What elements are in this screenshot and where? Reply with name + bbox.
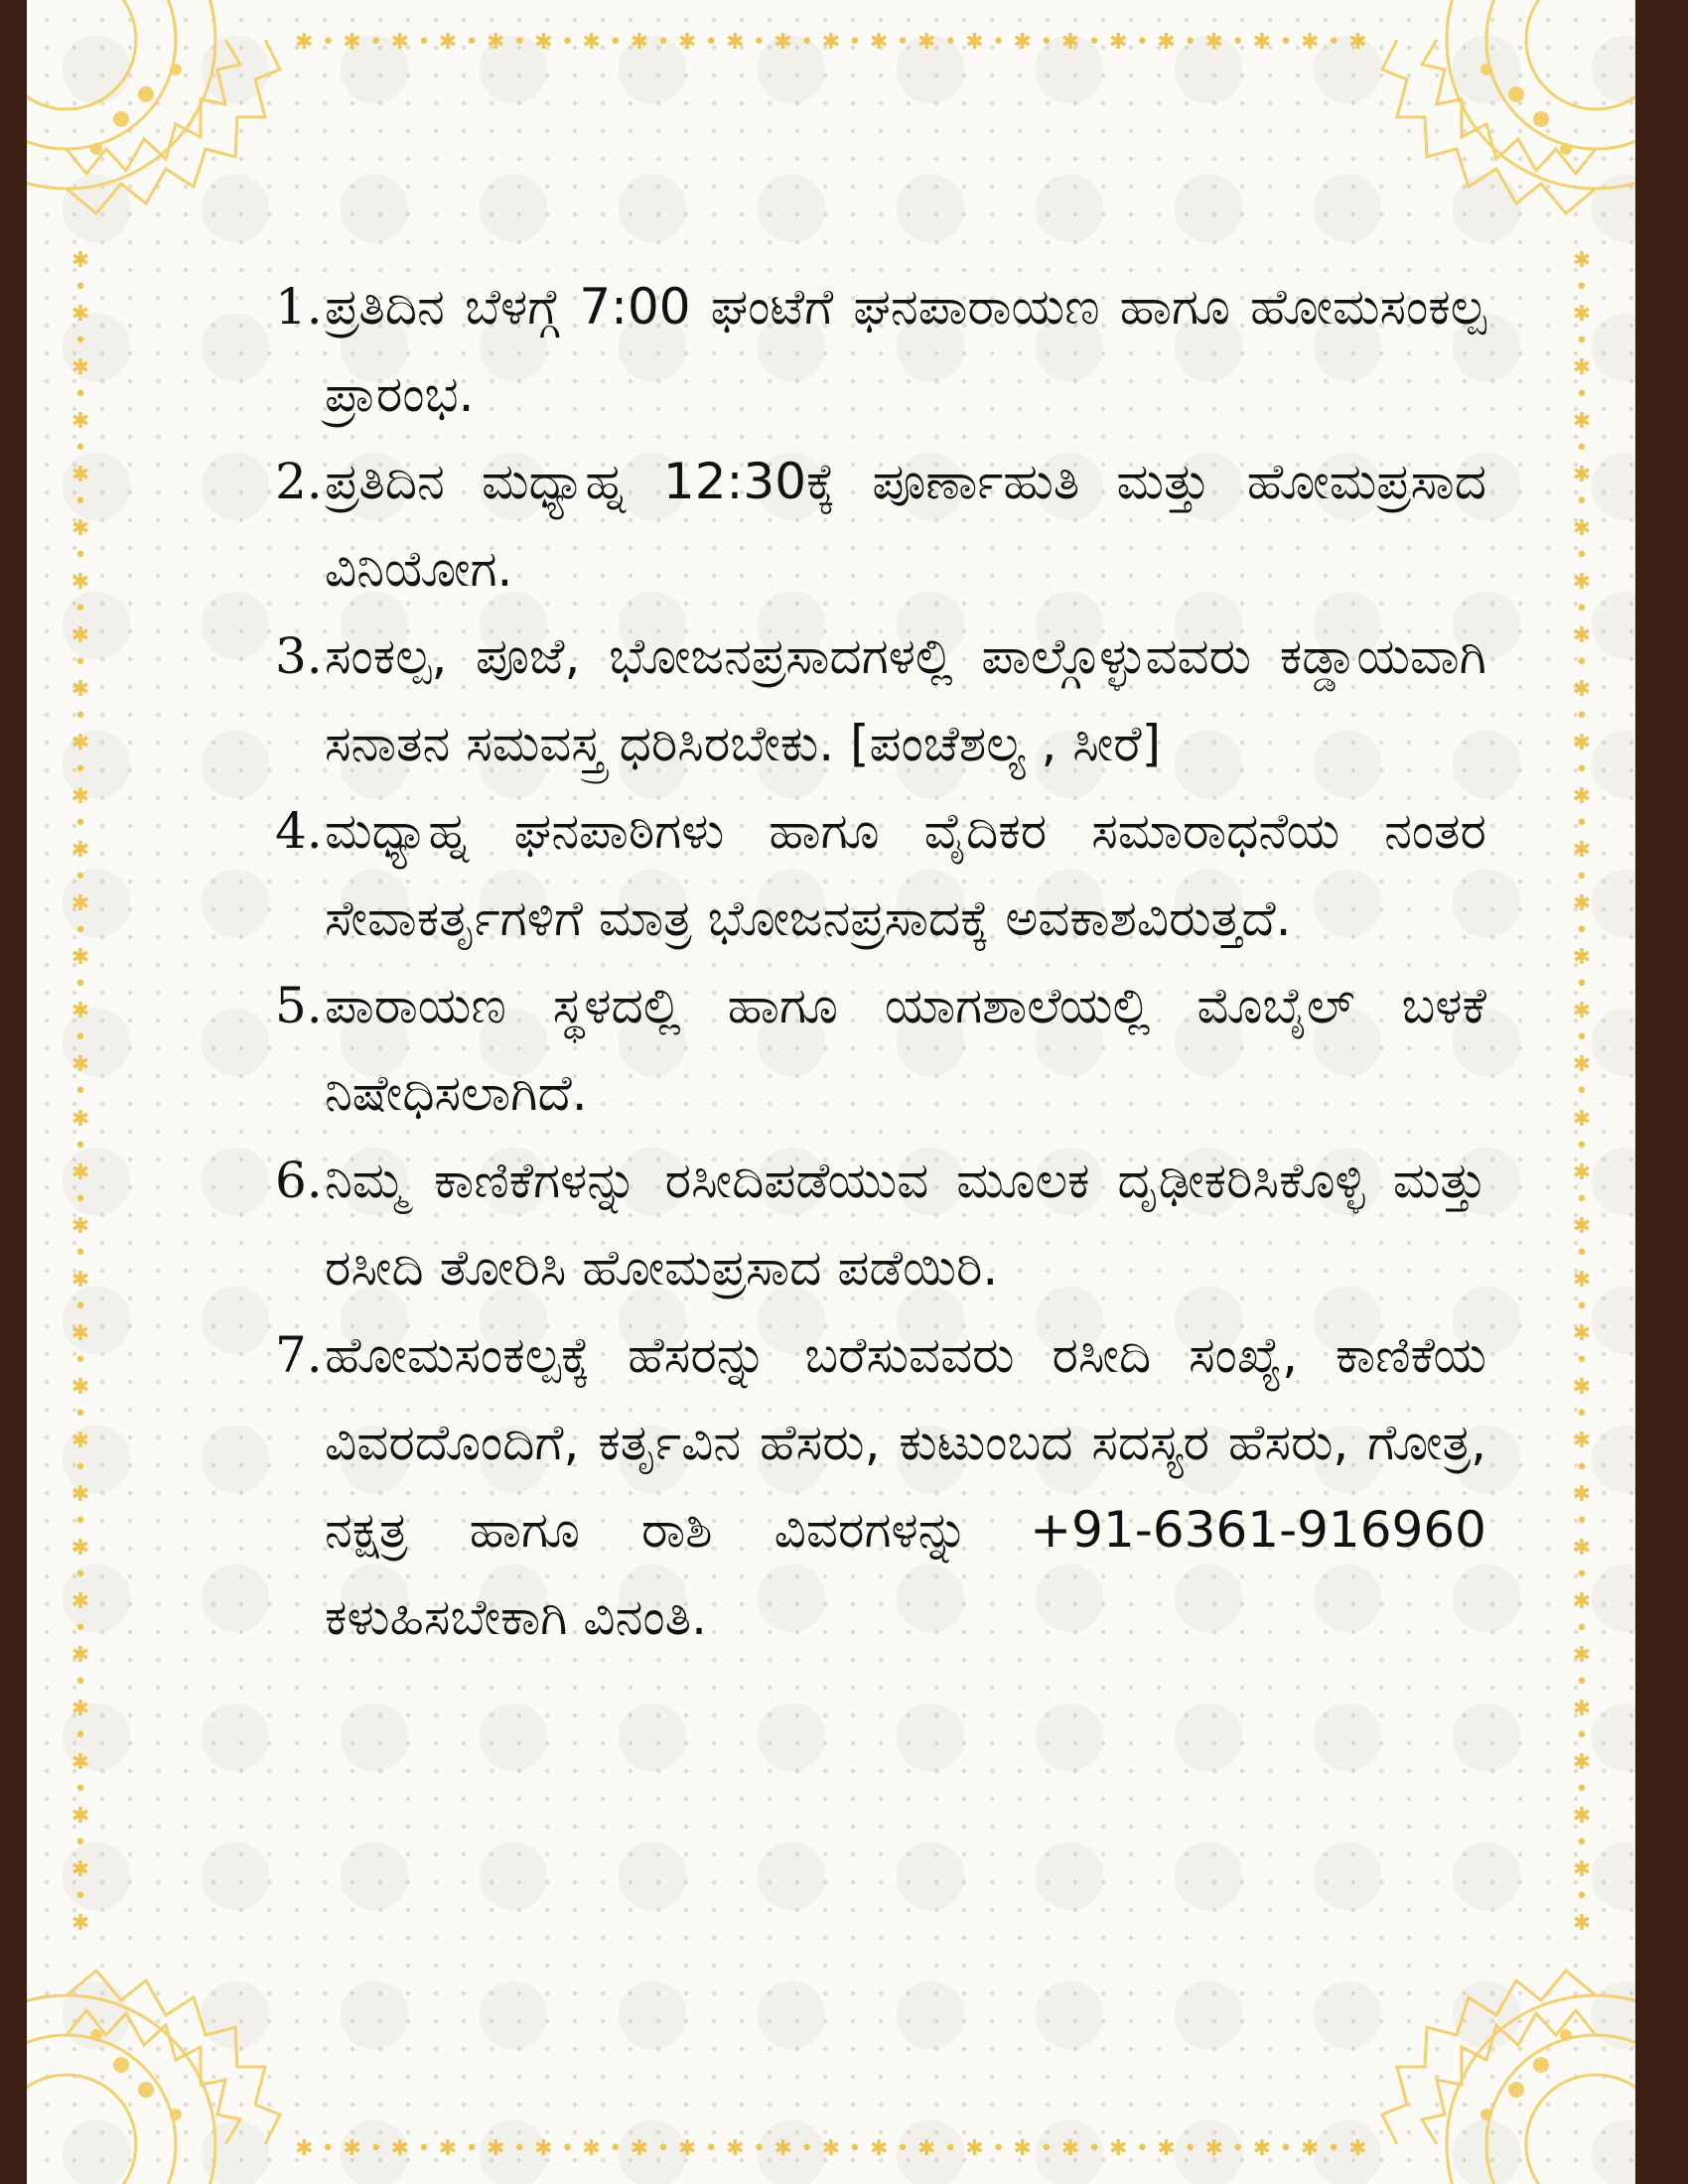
- ornament-star-icon: •: [321, 30, 335, 54]
- ornament-star-icon: ✱: [1157, 30, 1176, 54]
- ornament-star-icon: •: [1279, 30, 1293, 54]
- ornament-star-icon: •: [1575, 597, 1589, 622]
- ornament-star-icon: ✱: [1572, 355, 1592, 381]
- ornament-star-icon: ✱: [70, 570, 90, 596]
- ornament-star-icon: ✱: [869, 30, 889, 54]
- ornament-star-icon: ✱: [917, 30, 936, 54]
- ornament-star-icon: •: [1040, 30, 1054, 54]
- ornament-star-icon: •: [896, 30, 910, 54]
- ornament-star-icon: ✱: [534, 2136, 553, 2160]
- ornament-star-icon: ✱: [1572, 1535, 1592, 1561]
- ornament-star-icon: •: [1575, 1454, 1589, 1480]
- ornament-star-icon: •: [1575, 1830, 1589, 1855]
- ornament-star-icon: •: [752, 2136, 766, 2160]
- ornament-star-icon: ✱: [390, 30, 409, 54]
- item-number: 1.: [275, 278, 323, 336]
- ornament-star-icon: •: [1135, 2136, 1149, 2160]
- ornament-star-icon: ✱: [70, 1052, 90, 1078]
- ornament-star-icon: •: [656, 30, 670, 54]
- ornament-star-icon: •: [1575, 650, 1589, 676]
- list-item: [245, 962, 1486, 1137]
- ornament-border-left: [69, 248, 92, 1936]
- ornament-star-icon: •: [1575, 1133, 1589, 1159]
- ornament-star-icon: ✱: [1157, 2136, 1176, 2160]
- list-item: [245, 438, 1486, 613]
- ornament-star-icon: ✱: [1204, 2136, 1223, 2160]
- ornament-star-icon: •: [512, 30, 526, 54]
- ornament-star-icon: •: [1184, 2136, 1197, 2160]
- ornament-star-icon: ✱: [1204, 30, 1223, 54]
- ornament-star-icon: ✱: [70, 248, 90, 273]
- ornament-star-icon: •: [1575, 1186, 1589, 1212]
- ornament-star-icon: •: [943, 2136, 957, 2160]
- ornament-star-icon: ✱: [1572, 838, 1592, 864]
- ornament-star-icon: ✱: [70, 1320, 90, 1346]
- ornament-star-icon: •: [73, 489, 87, 515]
- ornament-star-icon: ✱: [1572, 1320, 1592, 1346]
- ornament-star-icon: ✱: [70, 784, 90, 810]
- ornament-star-icon: ✱: [1572, 1749, 1592, 1775]
- ornament-star-icon: •: [417, 30, 431, 54]
- ornament-star-icon: •: [1575, 436, 1589, 462]
- ornament-star-icon: ✱: [70, 516, 90, 542]
- item-text: ಪ್ರತಿದಿನ ಬೆಳಗ್ಗೆ 7:00 ಘಂಟೆಗೆ ಘನಪಾರಾಯಣ ಹಾಗೂ ಹೋಮಸಂಕಲ್ಪ ಪ್ರಾರಂಭ.: [325, 278, 1486, 423]
- ornament-star-icon: •: [1575, 1508, 1589, 1534]
- ornament-star-icon: ✱: [1572, 891, 1592, 917]
- ornament-star-icon: ✱: [390, 2136, 409, 2160]
- ornament-star-icon: •: [73, 329, 87, 354]
- ornament-star-icon: ✱: [70, 1267, 90, 1293]
- ornament-border-right: [1570, 248, 1594, 1936]
- ornament-star-icon: ✱: [726, 30, 745, 54]
- ornament-star-icon: •: [1087, 30, 1101, 54]
- ornament-star-icon: •: [1327, 30, 1340, 54]
- ornament-star-icon: •: [73, 1347, 87, 1373]
- ornament-star-icon: ✱: [70, 945, 90, 971]
- ornament-star-icon: ✱: [70, 1374, 90, 1400]
- ornament-star-icon: ✱: [1572, 1803, 1592, 1829]
- ornament-star-icon: ✱: [70, 302, 90, 328]
- ornament-star-icon: •: [73, 436, 87, 462]
- ornament-star-icon: •: [704, 30, 718, 54]
- ornament-star-icon: •: [1575, 757, 1589, 783]
- ornament-star-icon: •: [1087, 2136, 1101, 2160]
- ornament-star-icon: •: [1040, 2136, 1054, 2160]
- ornament-star-icon: •: [73, 1079, 87, 1105]
- item-text: ಸಂಕಲ್ಪ, ಪೂಜೆ, ಭೋಜನಪ್ರಸಾದಗಳಲ್ಲಿ ಪಾಲ್ಗೊಳ್ಳುವವರು ಕಡ್ಡಾಯವಾಗಿ ಸನಾತನ ಸಮವಸ್ತ್ರ ಧರಿಸಿರಬೇಕು. [ಪಂಚೆಶಲ್ಯ , ಸೀರೆ]: [325, 627, 1486, 772]
- ornament-star-icon: •: [1575, 1722, 1589, 1748]
- ornament-star-icon: ✱: [1348, 2136, 1367, 2160]
- ornament-star-icon: •: [73, 1883, 87, 1909]
- ornament-star-icon: ✱: [70, 677, 90, 703]
- ornament-star-icon: ✱: [1572, 516, 1592, 542]
- ornament-star-icon: •: [992, 30, 1006, 54]
- item-number: 2.: [275, 453, 323, 510]
- ornament-star-icon: •: [73, 757, 87, 783]
- ornament-star-icon: •: [1575, 382, 1589, 408]
- ornament-star-icon: ✱: [1572, 677, 1592, 703]
- ornament-star-icon: •: [1575, 865, 1589, 890]
- ornament-star-icon: •: [800, 30, 814, 54]
- ornament-star-icon: •: [321, 2136, 335, 2160]
- ornament-star-icon: ✱: [1572, 623, 1592, 649]
- ornament-star-icon: ✱: [630, 2136, 649, 2160]
- ornament-star-icon: ✱: [70, 999, 90, 1024]
- ornament-star-icon: •: [1575, 1240, 1589, 1266]
- ornament-star-icon: ✱: [1572, 409, 1592, 435]
- item-text: ಪಾರಾಯಣ ಸ್ಥಳದಲ್ಲಿ ಹಾಗೂ ಯಾಗಶಾಲೆಯಲ್ಲಿ ಮೊಬೈಲ್ ಬಳಕೆ ನಿಷೇಧಿಸಲಾಗಿದೆ.: [325, 977, 1486, 1122]
- ornament-star-icon: •: [73, 1240, 87, 1266]
- ornament-star-icon: •: [1575, 1347, 1589, 1373]
- item-text: ನಿಮ್ಮ ಕಾಣಿಕೆಗಳನ್ನು ರಸೀದಿಪಡೆಯುವ ಮೂಲಕ ದೃಢೀಕರಿಸಿಕೊಳ್ಳಿ ಮತ್ತು ರಸೀದಿ ತೋರಿಸಿ ಹೋಮಪ್ರಸಾದ ಪಡೆಯಿರಿ.: [325, 1152, 1486, 1297]
- ornament-star-icon: ✱: [1572, 945, 1592, 971]
- ornament-star-icon: •: [992, 2136, 1006, 2160]
- ornament-star-icon: •: [73, 918, 87, 944]
- ornament-star-icon: ✱: [677, 2136, 697, 2160]
- ornament-star-icon: ✱: [1572, 1267, 1592, 1293]
- ornament-star-icon: ✱: [70, 1803, 90, 1829]
- ornament-star-icon: ✱: [582, 30, 601, 54]
- ornament-star-icon: •: [1231, 30, 1245, 54]
- ornament-star-icon: ✱: [70, 1642, 90, 1668]
- item-number: 7.: [275, 1326, 323, 1384]
- ornament-star-icon: ✱: [1572, 1160, 1592, 1185]
- ornament-star-icon: •: [1327, 2136, 1340, 2160]
- ornament-star-icon: •: [1231, 2136, 1245, 2160]
- ornament-star-icon: •: [73, 1508, 87, 1534]
- ornament-star-icon: ✱: [965, 2136, 984, 2160]
- ornament-star-icon: ✱: [70, 891, 90, 917]
- notice-page: [27, 0, 1635, 2184]
- ornament-star-icon: ✱: [1572, 1856, 1592, 1882]
- ornament-star-icon: ✱: [1300, 30, 1320, 54]
- ornament-star-icon: •: [943, 30, 957, 54]
- ornament-star-icon: •: [73, 382, 87, 408]
- ornament-star-icon: ✱: [1572, 1588, 1592, 1614]
- ornament-star-icon: ✱: [70, 1160, 90, 1185]
- ornament-star-icon: ✱: [70, 1106, 90, 1132]
- ornament-star-icon: ✱: [1572, 1428, 1592, 1453]
- item-text: ಹೋಮಸಂಕಲ್ಪಕ್ಕೆ ಹೆಸರನ್ನು ಬರೆಸುವವರು ರಸೀದಿ ಸಂಖ್ಯೆ, ಕಾಣಿಕೆಯ ವಿವರದೊಂದಿಗೆ, ಕರ್ತೃವಿನ ಹೆಸರು, ಕುಟುಂಬದ ಸದಸ್ಯರ ಹೆಸರು, ಗೋತ್ರ, ನಕ್ಷತ್ರ ಹಾಗೂ ರಾಶಿ ವಿವರಗಳನ್ನು +91-6361-916960 ಕಳುಹಿಸಬೇಕಾಗಿ ವಿನಂತಿ.: [325, 1326, 1486, 1646]
- ornament-star-icon: •: [73, 865, 87, 890]
- ornament-star-icon: •: [1575, 1079, 1589, 1105]
- ornament-star-icon: •: [752, 30, 766, 54]
- ornament-star-icon: ✱: [1572, 731, 1592, 756]
- ornament-star-icon: •: [1575, 1401, 1589, 1427]
- ornament-star-icon: ✱: [821, 30, 841, 54]
- ornament-star-icon: ✱: [295, 2136, 314, 2160]
- ornament-star-icon: •: [1184, 30, 1197, 54]
- ornament-star-icon: •: [1575, 704, 1589, 730]
- ornament-star-icon: •: [1575, 489, 1589, 515]
- ornament-star-icon: ✱: [630, 30, 649, 54]
- ornament-star-icon: •: [1575, 543, 1589, 569]
- ornament-star-icon: ✱: [70, 623, 90, 649]
- ornament-star-icon: ✱: [1013, 30, 1032, 54]
- ornament-star-icon: •: [896, 2136, 910, 2160]
- ornament-star-icon: ✱: [70, 1856, 90, 1882]
- ornament-star-icon: •: [73, 1562, 87, 1587]
- ornament-star-icon: •: [1135, 30, 1149, 54]
- ornament-star-icon: •: [73, 1401, 87, 1427]
- ornament-star-icon: ✱: [1572, 999, 1592, 1024]
- ornament-star-icon: ✱: [295, 30, 314, 54]
- ornament-star-icon: ✱: [70, 1535, 90, 1561]
- ornament-star-icon: •: [1575, 811, 1589, 837]
- ornament-star-icon: ✱: [869, 2136, 889, 2160]
- ornament-star-icon: •: [1575, 1883, 1589, 1909]
- ornament-star-icon: •: [73, 704, 87, 730]
- ornament-star-icon: ✱: [1572, 463, 1592, 488]
- ornament-star-icon: •: [1575, 1025, 1589, 1051]
- ornament-star-icon: ✱: [1060, 2136, 1080, 2160]
- list-item: [245, 787, 1486, 962]
- ornament-star-icon: •: [73, 1454, 87, 1480]
- ornament-star-icon: ✱: [774, 30, 792, 54]
- ornament-star-icon: •: [417, 2136, 431, 2160]
- ornament-star-icon: ✱: [70, 1213, 90, 1239]
- list-item: [245, 1137, 1486, 1311]
- ornament-star-icon: •: [1575, 1669, 1589, 1695]
- ornament-star-icon: •: [73, 1294, 87, 1319]
- ornament-star-icon: •: [609, 2136, 623, 2160]
- ornament-star-icon: •: [73, 1615, 87, 1641]
- ornament-star-icon: ✱: [1108, 30, 1128, 54]
- ornament-star-icon: ✱: [486, 2136, 505, 2160]
- ornament-star-icon: ✱: [917, 2136, 936, 2160]
- ornament-star-icon: ✱: [677, 30, 697, 54]
- ornament-star-icon: ✱: [438, 30, 458, 54]
- ornament-star-icon: •: [73, 1669, 87, 1695]
- ornament-star-icon: ✱: [1572, 248, 1592, 273]
- ornament-star-icon: ✱: [1060, 30, 1080, 54]
- ornament-border-top: [295, 30, 1367, 54]
- ornament-star-icon: ✱: [1252, 2136, 1272, 2160]
- ornament-star-icon: ✱: [1572, 1213, 1592, 1239]
- ornament-star-icon: ✱: [1572, 1642, 1592, 1668]
- ornament-star-icon: •: [465, 2136, 479, 2160]
- ornament-star-icon: •: [73, 811, 87, 837]
- ornament-border-bottom: [295, 2136, 1367, 2160]
- item-number: 5.: [275, 977, 323, 1034]
- ornament-star-icon: •: [1575, 918, 1589, 944]
- ornament-star-icon: ✱: [726, 2136, 745, 2160]
- item-number: 6.: [275, 1152, 323, 1209]
- ornament-star-icon: ✱: [1013, 2136, 1032, 2160]
- ornament-star-icon: •: [561, 30, 574, 54]
- ornament-star-icon: ✱: [1572, 1106, 1592, 1132]
- ornament-star-icon: ✱: [438, 2136, 458, 2160]
- ornament-star-icon: •: [73, 543, 87, 569]
- ornament-star-icon: •: [1575, 329, 1589, 354]
- ornament-star-icon: •: [73, 972, 87, 998]
- ornament-star-icon: •: [73, 275, 87, 301]
- ornament-star-icon: ✱: [70, 1428, 90, 1453]
- ornament-star-icon: •: [848, 2136, 862, 2160]
- ornament-star-icon: ✱: [70, 409, 90, 435]
- ornament-star-icon: •: [561, 2136, 574, 2160]
- ornament-star-icon: ✱: [1572, 570, 1592, 596]
- list-item: [245, 613, 1486, 787]
- ornament-star-icon: •: [73, 1133, 87, 1159]
- ornament-star-icon: •: [512, 2136, 526, 2160]
- ornament-star-icon: ✱: [70, 838, 90, 864]
- ornament-star-icon: •: [73, 1025, 87, 1051]
- item-number: 4.: [275, 802, 323, 860]
- ornament-star-icon: •: [465, 30, 479, 54]
- list-item: [245, 1311, 1486, 1661]
- ornament-star-icon: ✱: [70, 1481, 90, 1507]
- ornament-star-icon: ✱: [1108, 2136, 1128, 2160]
- ornament-star-icon: ✱: [1572, 1374, 1592, 1400]
- ornament-star-icon: ✱: [965, 30, 984, 54]
- item-number: 3.: [275, 627, 323, 685]
- ornament-star-icon: ✱: [1572, 1481, 1592, 1507]
- ornament-star-icon: ✱: [1572, 1052, 1592, 1078]
- ornament-star-icon: ✱: [70, 463, 90, 488]
- ornament-star-icon: •: [1575, 1776, 1589, 1802]
- ornament-star-icon: ✱: [774, 2136, 792, 2160]
- ornament-star-icon: •: [73, 1830, 87, 1855]
- ornament-star-icon: •: [1575, 1562, 1589, 1587]
- ornament-star-icon: •: [369, 2136, 383, 2160]
- list-item: [245, 263, 1486, 438]
- ornament-star-icon: •: [704, 2136, 718, 2160]
- ornament-star-icon: ✱: [1348, 30, 1367, 54]
- ornament-star-icon: ✱: [70, 355, 90, 381]
- ornament-star-icon: ✱: [534, 30, 553, 54]
- instructions-list: [245, 263, 1486, 1661]
- ornament-star-icon: ✱: [821, 2136, 841, 2160]
- ornament-star-icon: ✱: [1572, 302, 1592, 328]
- ornament-star-icon: ✱: [343, 2136, 361, 2160]
- ornament-star-icon: •: [1575, 1615, 1589, 1641]
- ornament-star-icon: •: [656, 2136, 670, 2160]
- ornament-star-icon: •: [800, 2136, 814, 2160]
- ornament-star-icon: ✱: [582, 2136, 601, 2160]
- ornament-star-icon: ✱: [70, 731, 90, 756]
- ornament-star-icon: ✱: [70, 1749, 90, 1775]
- ornament-star-icon: ✱: [1252, 30, 1272, 54]
- ornament-star-icon: •: [1575, 275, 1589, 301]
- item-text: ಮಧ್ಯಾಹ್ನ ಘನಪಾಠಿಗಳು ಹಾಗೂ ವೈದಿಕರ ಸಮಾರಾಧನೆಯ ನಂತರ ಸೇವಾಕರ್ತೃಗಳಿಗೆ ಮಾತ್ರ ಭೋಜನಪ್ರಸಾದಕ್ಕೆ ಅವಕಾಶವಿರುತ್ತದೆ.: [325, 802, 1486, 947]
- ornament-star-icon: •: [73, 597, 87, 622]
- ornament-star-icon: ✱: [70, 1910, 90, 1936]
- ornament-star-icon: ✱: [343, 30, 361, 54]
- ornament-star-icon: •: [609, 30, 623, 54]
- ornament-star-icon: ✱: [1572, 1696, 1592, 1721]
- ornament-star-icon: ✱: [1572, 1910, 1592, 1936]
- ornament-star-icon: ✱: [70, 1696, 90, 1721]
- ornament-star-icon: •: [1575, 972, 1589, 998]
- ornament-star-icon: •: [73, 650, 87, 676]
- ornament-star-icon: •: [73, 1722, 87, 1748]
- ornament-star-icon: ✱: [70, 1588, 90, 1614]
- ornament-star-icon: •: [369, 30, 383, 54]
- ornament-star-icon: •: [73, 1776, 87, 1802]
- ornament-star-icon: ✱: [1300, 2136, 1320, 2160]
- ornament-star-icon: •: [1279, 2136, 1293, 2160]
- item-text: ಪ್ರತಿದಿನ ಮಧ್ಯಾಹ್ನ 12:30ಕ್ಕೆ ಪೂರ್ಣಾಹುತಿ ಮತ್ತು ಹೋಮಪ್ರಸಾದ ವಿನಿಯೋಗ.: [325, 453, 1486, 598]
- ornament-star-icon: •: [73, 1186, 87, 1212]
- ornament-star-icon: ✱: [1572, 784, 1592, 810]
- ornament-star-icon: •: [848, 30, 862, 54]
- ornament-star-icon: •: [1575, 1294, 1589, 1319]
- ornament-star-icon: ✱: [486, 30, 505, 54]
